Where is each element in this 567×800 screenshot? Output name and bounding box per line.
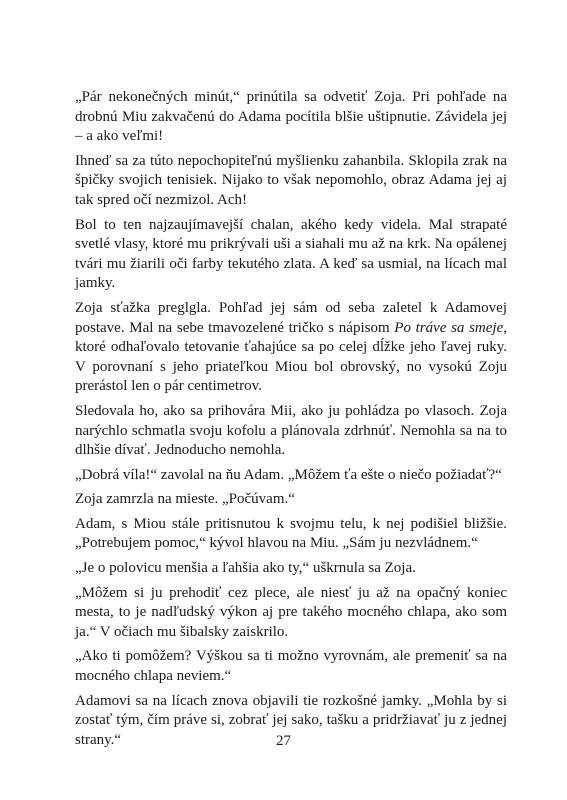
paragraph-12: Adamovi sa na lícach znova objavili tie rozkošné jamky. „Mohla by si zostať tým, čím práve si, zobrať jej sako, tašku a pridržiavať ju z jednej strany.“ — [75, 692, 507, 748]
page-number: 27 — [276, 733, 291, 749]
paragraph-9: „Je o polovicu menšia a ľahšia ako ty,“ uškrnula sa Zoja. — [75, 560, 416, 577]
paragraph-2: Ihneď sa za túto nepochopiteľnú myšlienku zahanbila. Sklopila zrak na špičky svojich tenisiek. Nijako to však nepomohlo, obraz Adama jej aj tak spred očí nezmizol. Ach! — [75, 152, 507, 208]
paragraph-4: Zoja sťažka preglgla. Pohľad jej sám od seba zaletel k Adamovej postave. Mal na sebe tmavozelené tričko s nápisom Po tráve sa smeje, ktoré odhaľovalo tetovanie ťahajúce sa po celej dĺžke jeho ľavej ruky. V porovnaní s jeho priateľkou Miou bol obrovský, no vysokú Zoju prerástol len o pár centimetrov. — [75, 299, 507, 395]
italic-title: Po tráve sa smeje — [394, 319, 504, 336]
paragraph-10: „Môžem si ju prehodiť cez plece, ale niesť ju až na opačný koniec mesta, to je nadľudský výkon aj pre takého mocného chlapa, ako som ja.“ V očiach mu šibalsky zaiskrilo. — [75, 584, 507, 640]
paragraph-7: Zoja zamrzla na mieste. „Počúvam.“ — [75, 491, 295, 508]
paragraph-5: Sledovala ho, ako sa prihovára Mii, ako ju pohládza po vlasoch. Zoja narýchlo schmatla svoju kofolu a plánovala zdrhnúť. Nemohla sa na to dlhšie dívať. Jednoducho nemohla. — [75, 402, 507, 459]
body-text — [75, 88, 507, 750]
paragraph-8: Adam, s Miou stále pritisnutou k svojmu telu, k nej podišiel bližšie. „Potrebujem pomoc,“ kývol hlavou na Miu. „Sám ju nezvládnem.“ — [75, 515, 507, 552]
paragraph-11: „Ako ti pomôžem? Výškou sa ti možno vyrovnám, ale premeniť sa na mocného chlapa neviem.“ — [75, 648, 507, 685]
paragraph-6: „Dobrá víla!“ zavolal na ňu Adam. „Môžem ťa ešte o niečo požiadať?“ — [75, 466, 502, 483]
paragraph-3: Bol to ten najzaujímavejší chalan, akého kedy videla. Mal strapaté svetlé vlasy, ktoré mu prikrývali uši a siahali mu až na krk. Na opálenej tvári mu žiarili oči farby tekutého zlata. A keď sa usmial, na lícach mal jamky. — [75, 216, 507, 292]
paragraph-1: „Pár nekonečných minút,“ prinútila sa odvetiť Zoja. Pri pohľade na drobnú Miu zakvačenú do Adama pocítila blšie uštipnutie. Závidela jej – a ako veľmi! — [75, 89, 507, 145]
